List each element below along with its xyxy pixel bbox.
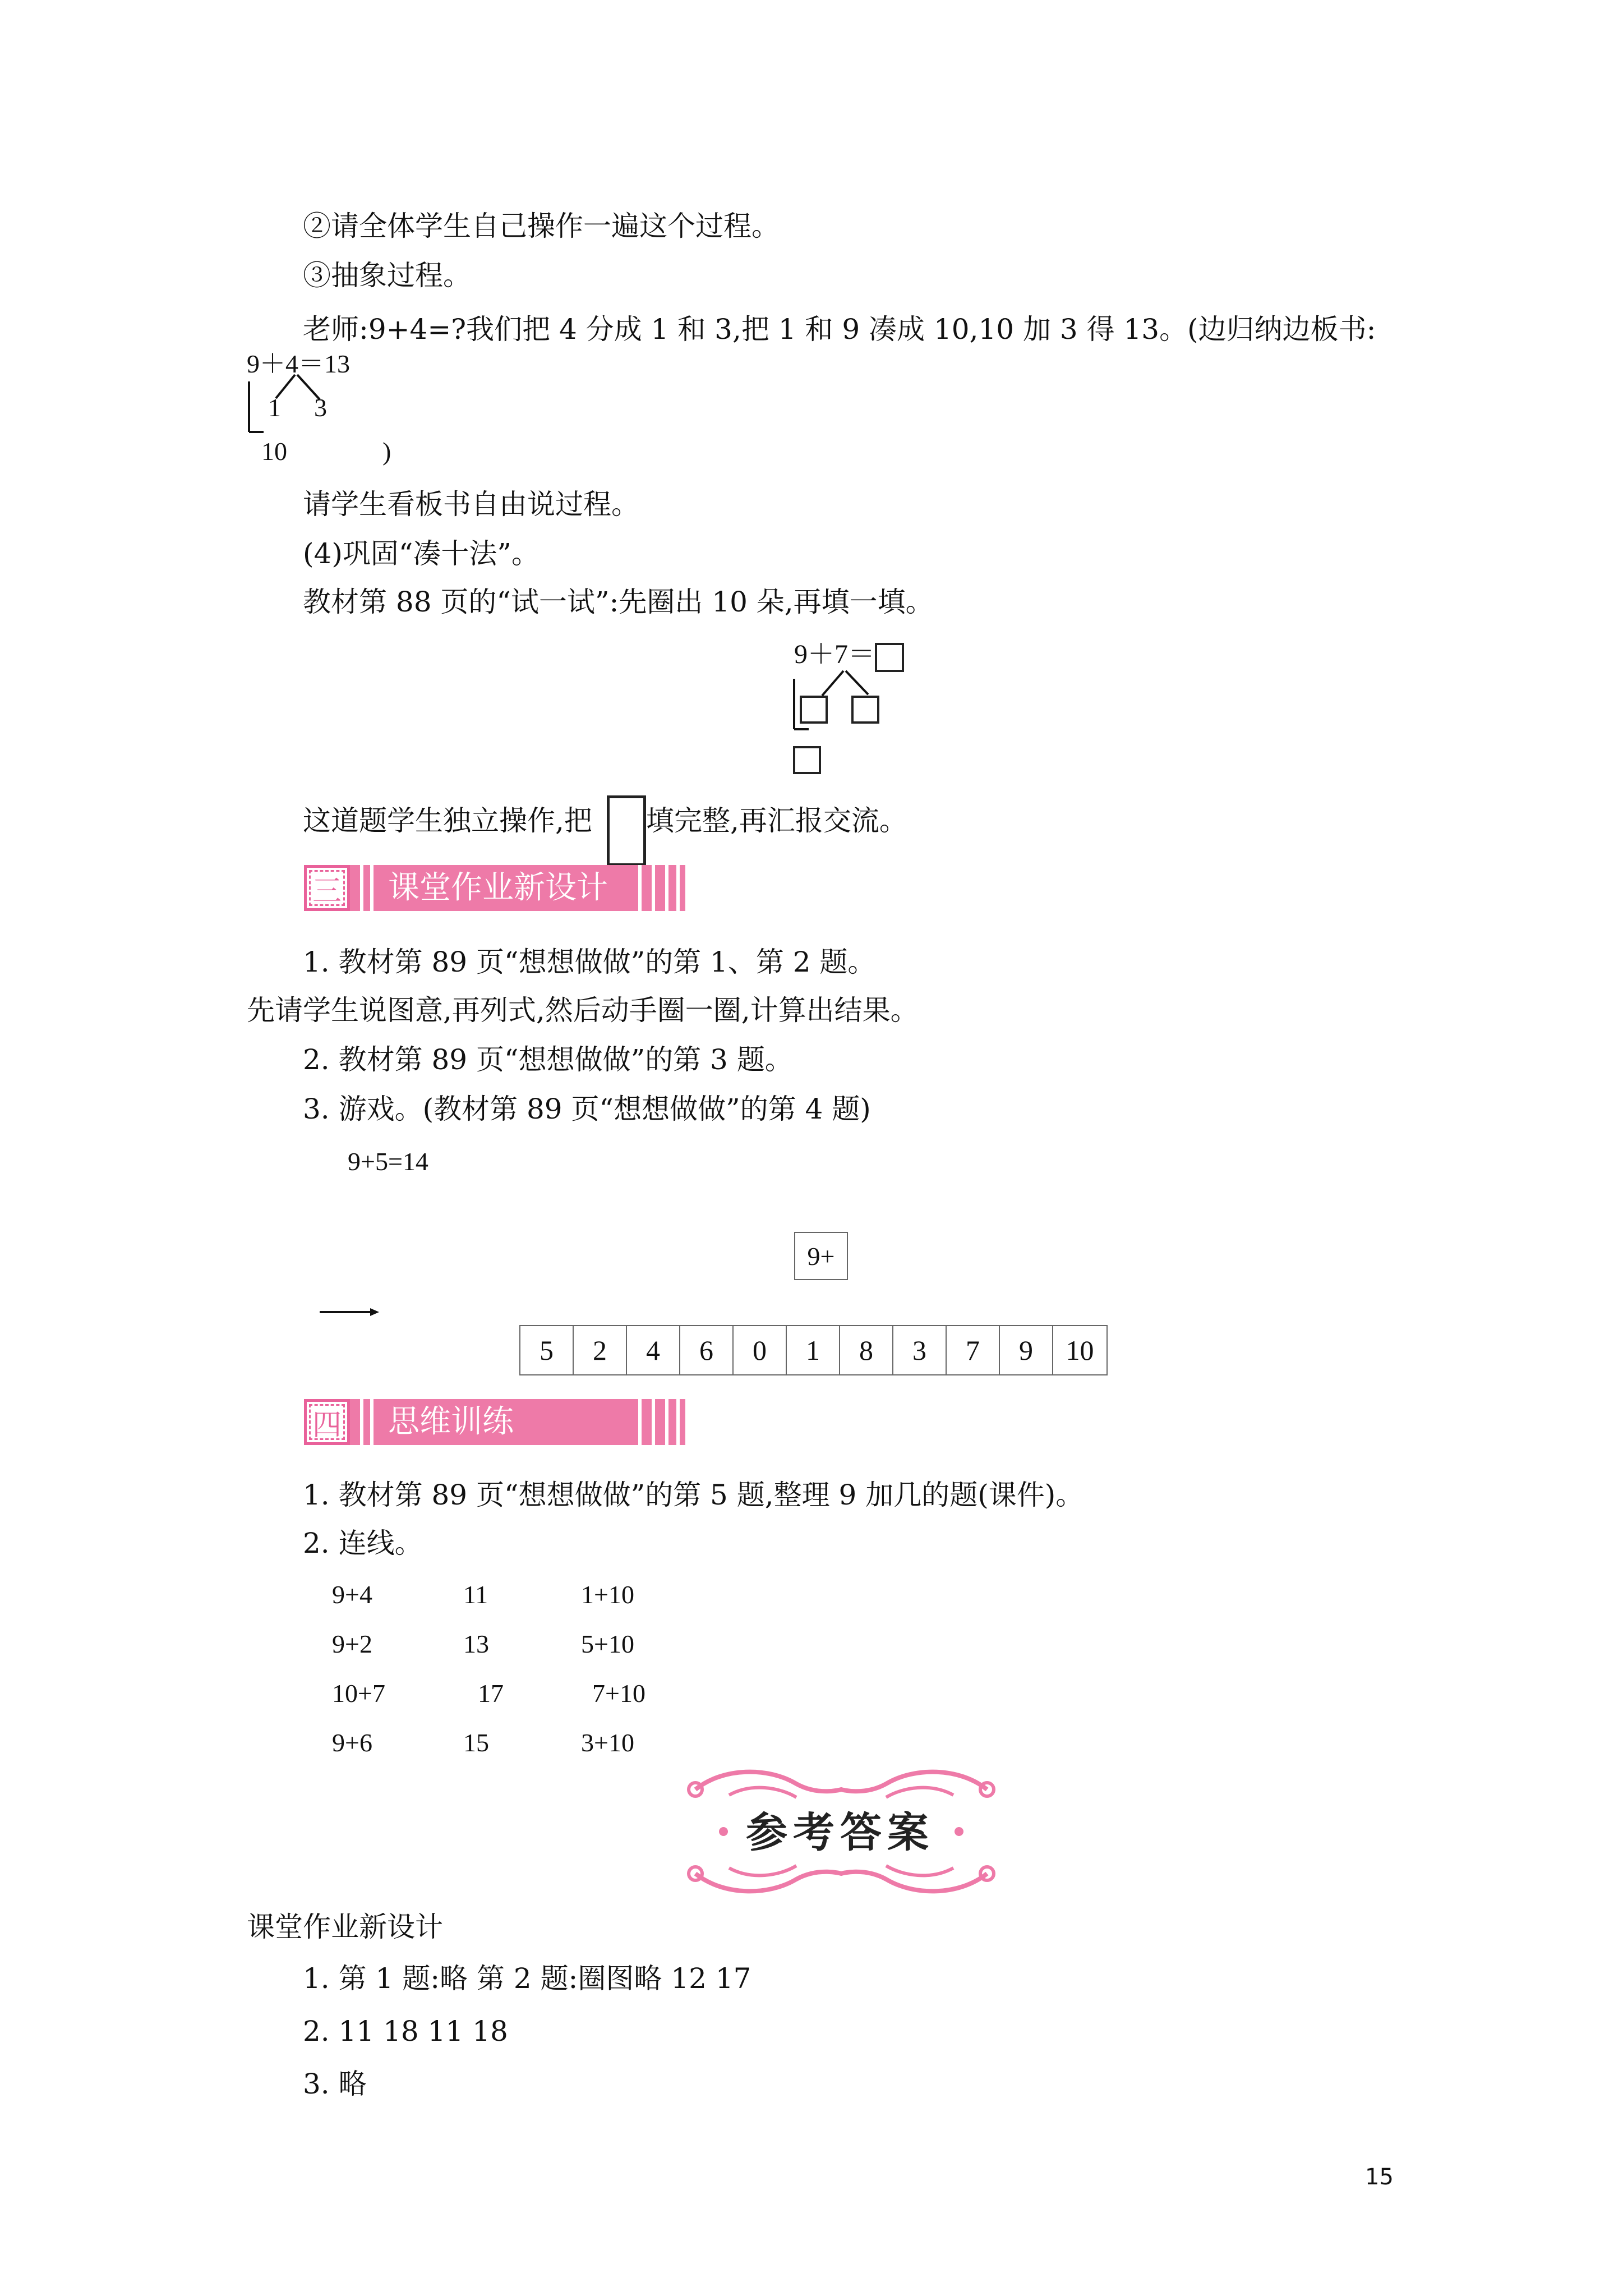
section-title: 课堂作业新设计 <box>388 869 608 906</box>
board-diagram-lines <box>241 370 353 466</box>
match-right: 3+10 <box>581 1728 634 1757</box>
section-header-classwork <box>304 865 685 911</box>
board-equation: 9＋4＝13 <box>247 349 350 378</box>
section-title: 思维训练 <box>388 1404 514 1440</box>
game-cell: 1 <box>787 1326 840 1374</box>
game-equation: 9+5=14 <box>348 1147 428 1176</box>
game-number-row <box>519 1325 1108 1375</box>
tryit-equation: 9＋7＝ <box>794 639 875 669</box>
section-number-box: 四 <box>304 1399 350 1445</box>
board-close-paren: ) <box>382 437 391 466</box>
answer-1: 1. 第 1 题:略 第 2 题:圈图略 12 17 <box>303 1962 751 1995</box>
match-right: 7+10 <box>592 1679 645 1708</box>
match-mid: 11 <box>463 1580 488 1609</box>
game-cell: 2 <box>574 1326 627 1374</box>
thinking-item-1: 1. 教材第 89 页“想想做做”的第 5 题,整理 9 加几的题(课件)。 <box>303 1479 1084 1511</box>
classwork-item-2: 2. 教材第 89 页“想想做做”的第 3 题。 <box>303 1043 793 1076</box>
thinking-item-2: 2. 连线。 <box>303 1527 423 1559</box>
line-consolidate: (4)巩固“凑十法”。 <box>303 537 540 570</box>
board-three: 3 <box>314 393 327 422</box>
game-cell: 7 <box>947 1326 1000 1374</box>
arrow-icon <box>319 1304 380 1320</box>
line-students-say: 请学生看板书自由说过程。 <box>303 488 639 521</box>
line-operate: ②请全体学生自己操作一遍这个过程。 <box>303 210 780 242</box>
board-ten: 10 <box>261 437 287 466</box>
game-cell: 9 <box>1000 1326 1053 1374</box>
match-mid: 15 <box>463 1728 489 1757</box>
game-cell: 8 <box>840 1326 893 1374</box>
section-header-thinking <box>304 1399 685 1445</box>
answers-heading: 课堂作业新设计 <box>247 1911 443 1943</box>
classwork-item-3: 3. 游戏。(教材第 89 页“想想做做”的第 4 题) <box>303 1093 871 1125</box>
game-cell: 6 <box>680 1326 734 1374</box>
game-cell: 0 <box>734 1326 787 1374</box>
game-operator-box: 9+ <box>794 1232 848 1280</box>
line-independent-a: 这道题学生独立操作,把 <box>303 804 592 837</box>
line-textbook-try: 教材第 88 页的“试一试”:先圈出 10 朵,再填一填。 <box>303 586 934 618</box>
game-cell: 10 <box>1066 1335 1094 1366</box>
page-number: 15 <box>1365 2164 1394 2190</box>
answer-2: 2. 11 18 11 18 <box>303 2015 508 2047</box>
line-teacher: 老师:9+4=?我们把 4 分成 1 和 3,把 1 和 9 凑成 10,10 加 3 得 13。(边归纳边板书: <box>303 313 1376 346</box>
match-mid: 13 <box>463 1630 489 1658</box>
match-mid: 17 <box>478 1679 504 1708</box>
game-cell: 5 <box>520 1326 574 1374</box>
match-right: 1+10 <box>581 1580 634 1609</box>
match-left: 9+2 <box>332 1630 372 1658</box>
match-left: 9+6 <box>332 1728 372 1757</box>
match-left: 10+7 <box>332 1679 385 1708</box>
answer-3: 3. 略 <box>303 2068 367 2100</box>
game-cell: 3 <box>893 1326 947 1374</box>
blank-box-inline <box>607 795 646 866</box>
answer-box-ten <box>793 746 821 774</box>
answer-banner-title: 参考答案 <box>746 1809 934 1857</box>
classwork-item-1: 1. 教材第 89 页“想想做做”的第 1、第 2 题。 <box>303 946 876 978</box>
section-number-box: 三 <box>304 865 350 911</box>
answer-box-right <box>851 696 879 724</box>
line-abstract: ③抽象过程。 <box>303 259 471 292</box>
board-one: 1 <box>268 393 281 422</box>
answer-box-left <box>800 696 828 724</box>
classwork-item-1-note: 先请学生说图意,再列式,然后动手圈一圈,计算出结果。 <box>247 994 919 1027</box>
match-right: 5+10 <box>581 1630 634 1658</box>
game-cell: 4 <box>627 1326 680 1374</box>
match-left: 9+4 <box>332 1580 372 1609</box>
line-independent-b: 填完整,再汇报交流。 <box>646 804 907 837</box>
